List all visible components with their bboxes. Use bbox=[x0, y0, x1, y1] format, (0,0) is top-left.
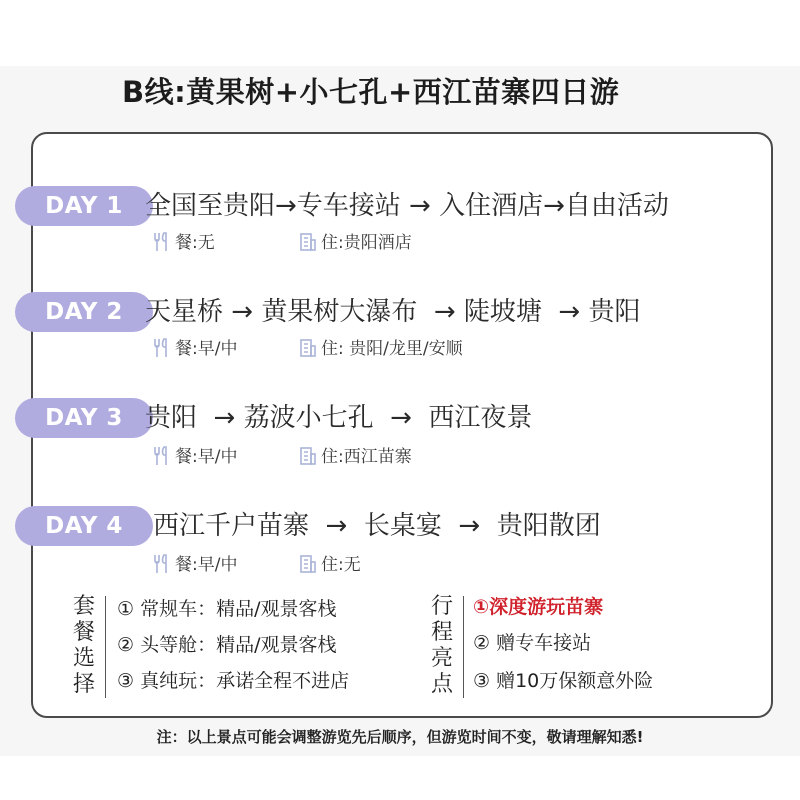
utensils-icon bbox=[153, 338, 171, 358]
package-item-1: ① 常规车：精品/观景客栈 bbox=[117, 598, 337, 620]
building-icon bbox=[299, 554, 317, 574]
day-badge-1: DAY 1 bbox=[15, 186, 153, 226]
utensils-icon bbox=[153, 232, 171, 252]
page-title: B线:黄果树+小七孔+西江苗寨四日游 bbox=[122, 75, 620, 109]
package-item-2: ② 头等舱：精品/观景客栈 bbox=[117, 634, 337, 656]
stay-info-2: 住: 贵阳/龙里/安顺 bbox=[299, 337, 463, 361]
highlights-heading: 行 程 亮 点 bbox=[430, 594, 453, 697]
meal-info-3: 餐:早/中 bbox=[153, 445, 237, 469]
meal-info-4: 餐:早/中 bbox=[153, 553, 237, 577]
package-divider bbox=[105, 596, 106, 698]
highlight-item-3: ③ 赠10万保额意外险 bbox=[473, 670, 654, 692]
highlights-divider bbox=[463, 596, 464, 698]
day-badge-3: DAY 3 bbox=[15, 398, 153, 438]
building-icon bbox=[299, 446, 317, 466]
utensils-icon bbox=[153, 446, 171, 466]
footer-note: 注：以上景点可能会调整游览先后顺序，但游览时间不变，敬请理解知悉! bbox=[156, 728, 644, 746]
package-item-3: ③ 真纯玩：承诺全程不进店 bbox=[117, 670, 350, 692]
day-route-2: 天星桥 → 黄果树大瀑布 → 陡坡塘 → 贵阳 bbox=[145, 297, 641, 327]
building-icon bbox=[299, 232, 317, 252]
highlight-item-1: ①深度游玩苗寨 bbox=[473, 596, 604, 618]
day-route-4: 西江千户苗寨 → 长桌宴 → 贵阳散团 bbox=[153, 511, 601, 541]
day-badge-2: DAY 2 bbox=[15, 292, 153, 332]
stay-info-1: 住:贵阳酒店 bbox=[299, 231, 412, 255]
stay-info-3: 住:西江苗寨 bbox=[299, 445, 412, 469]
meal-info-2: 餐:早/中 bbox=[153, 337, 237, 361]
day-badge-4: DAY 4 bbox=[15, 506, 153, 546]
highlight-item-2: ② 赠专车接站 bbox=[473, 632, 592, 654]
itinerary-card bbox=[31, 132, 773, 718]
day-route-3: 贵阳 → 荔波小七孔 → 西江夜景 bbox=[145, 403, 533, 433]
building-icon bbox=[299, 338, 317, 358]
meal-info-1: 餐:无 bbox=[153, 231, 215, 255]
stay-info-4: 住:无 bbox=[299, 553, 361, 577]
day-route-1: 全国至贵阳→专车接站 → 入住酒店→自由活动 bbox=[145, 191, 669, 221]
package-heading: 套 餐 选 择 bbox=[72, 594, 95, 697]
utensils-icon bbox=[153, 554, 171, 574]
